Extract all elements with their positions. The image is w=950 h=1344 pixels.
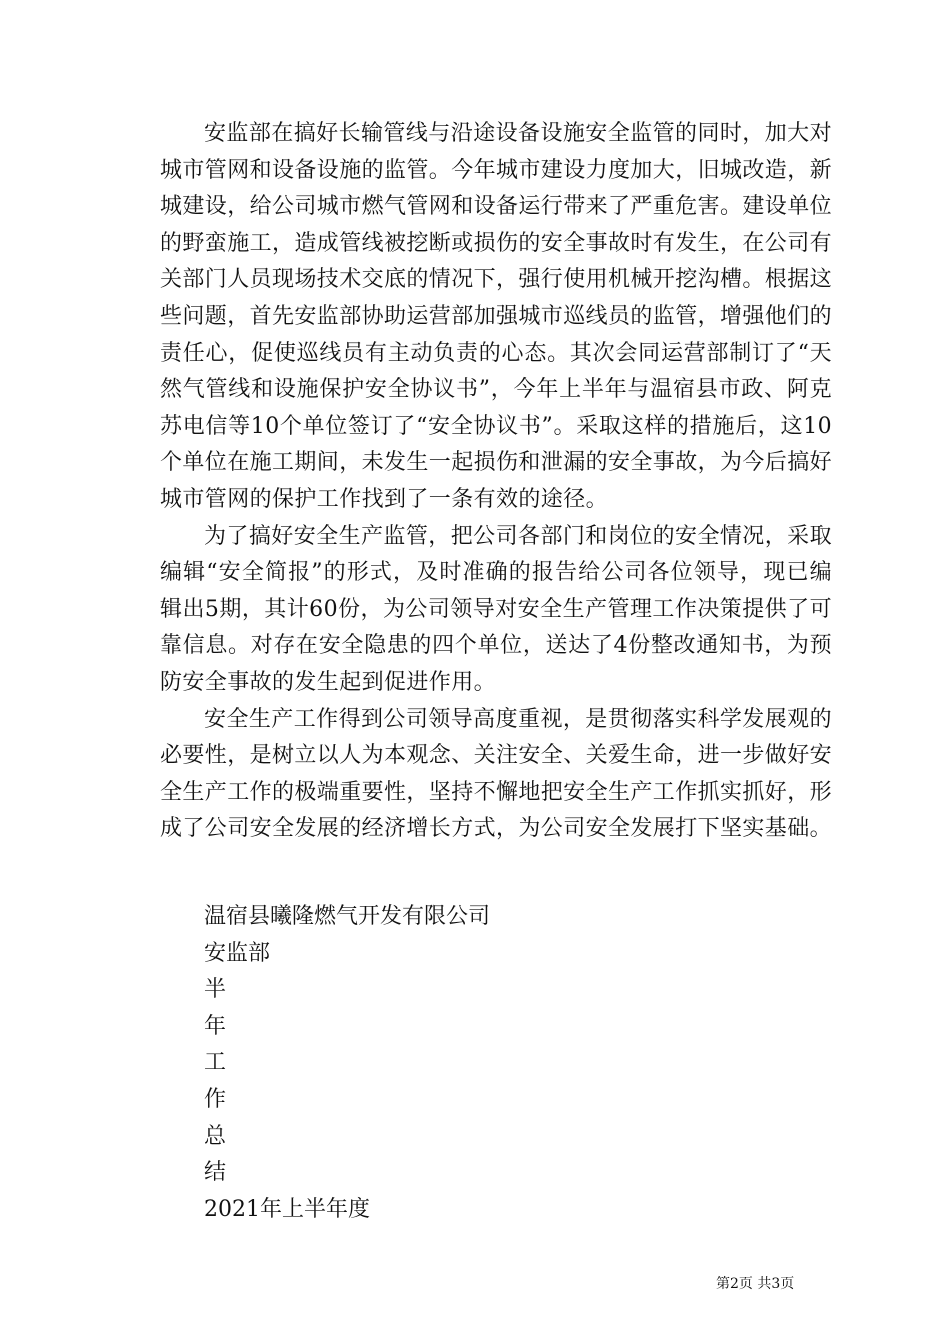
title-char: 半: [204, 977, 227, 1003]
department-name: 安监部: [204, 940, 271, 966]
title-char: 作: [204, 1086, 227, 1112]
paragraph-pipeline-supervision: 安监部在搞好长输管线与沿途设备设施安全监管的同时，加大对城市管网和设备设施的监管。今年城市建设力度加大，旧城改造，新城建设，给公司城市燃气管网和设备运行带来了严重危害。建设单位的野蛮施工，造成管线被挖断或损伤的安全事故时有发生，在公司有关部门人员现场技术交底的情况下，强行使用机械开挖沟槽。根据这些问题，首先安监部协助运营部加强城市巡线员的监管，增强他们的责任心，促使巡线员有主动负责的心态。其次会同运营部制订了“天然气管线和设施保护安全协议书”，今年上半年与温宿县市政、阿克苏电信等10个单位签订了“安全协议书”。采取这样的措施后，这10个单位在施工期间，未发生一起损伤和泄漏的安全事故，为今后搞好城市管网的保护工作找到了一条有效的途径。: [160, 121, 833, 512]
title-char: 总: [204, 1123, 227, 1149]
paragraph-conclusion: 安全生产工作得到公司领导高度重视，是贯彻落实科学发展观的必要性，是树立以人为本观念、关注安全、关爱生命，进一步做好安全生产工作的极端重要性，坚持不懈地把安全生产工作抓实抓好，形成了公司安全发展的经济增长方式，为公司安全发展打下坚实基础。: [160, 706, 833, 842]
title-char: 结: [204, 1160, 227, 1186]
report-period: 2021年上半年度: [204, 1196, 370, 1222]
page-number-footer: 第2页 共3页: [716, 1276, 795, 1292]
title-char: 年: [204, 1013, 227, 1039]
title-char: 工: [204, 1050, 227, 1076]
signature-block: [204, 899, 490, 1228]
document-body: [160, 116, 832, 848]
company-name: 温宿县曦隆燃气开发有限公司: [204, 904, 491, 929]
paragraph-safety-bulletin: 为了搞好安全生产监管，把公司各部门和岗位的安全情况，采取编辑“安全简报”的形式，及时准确的报告给公司各位领导，现已编辑出5期，其计60份，为公司领导对安全生产管理工作决策提供了可靠信息。对存在安全隐患的四个单位，送达了4份整改通知书，为预防安全事故的发生起到促进作用。: [160, 523, 832, 695]
